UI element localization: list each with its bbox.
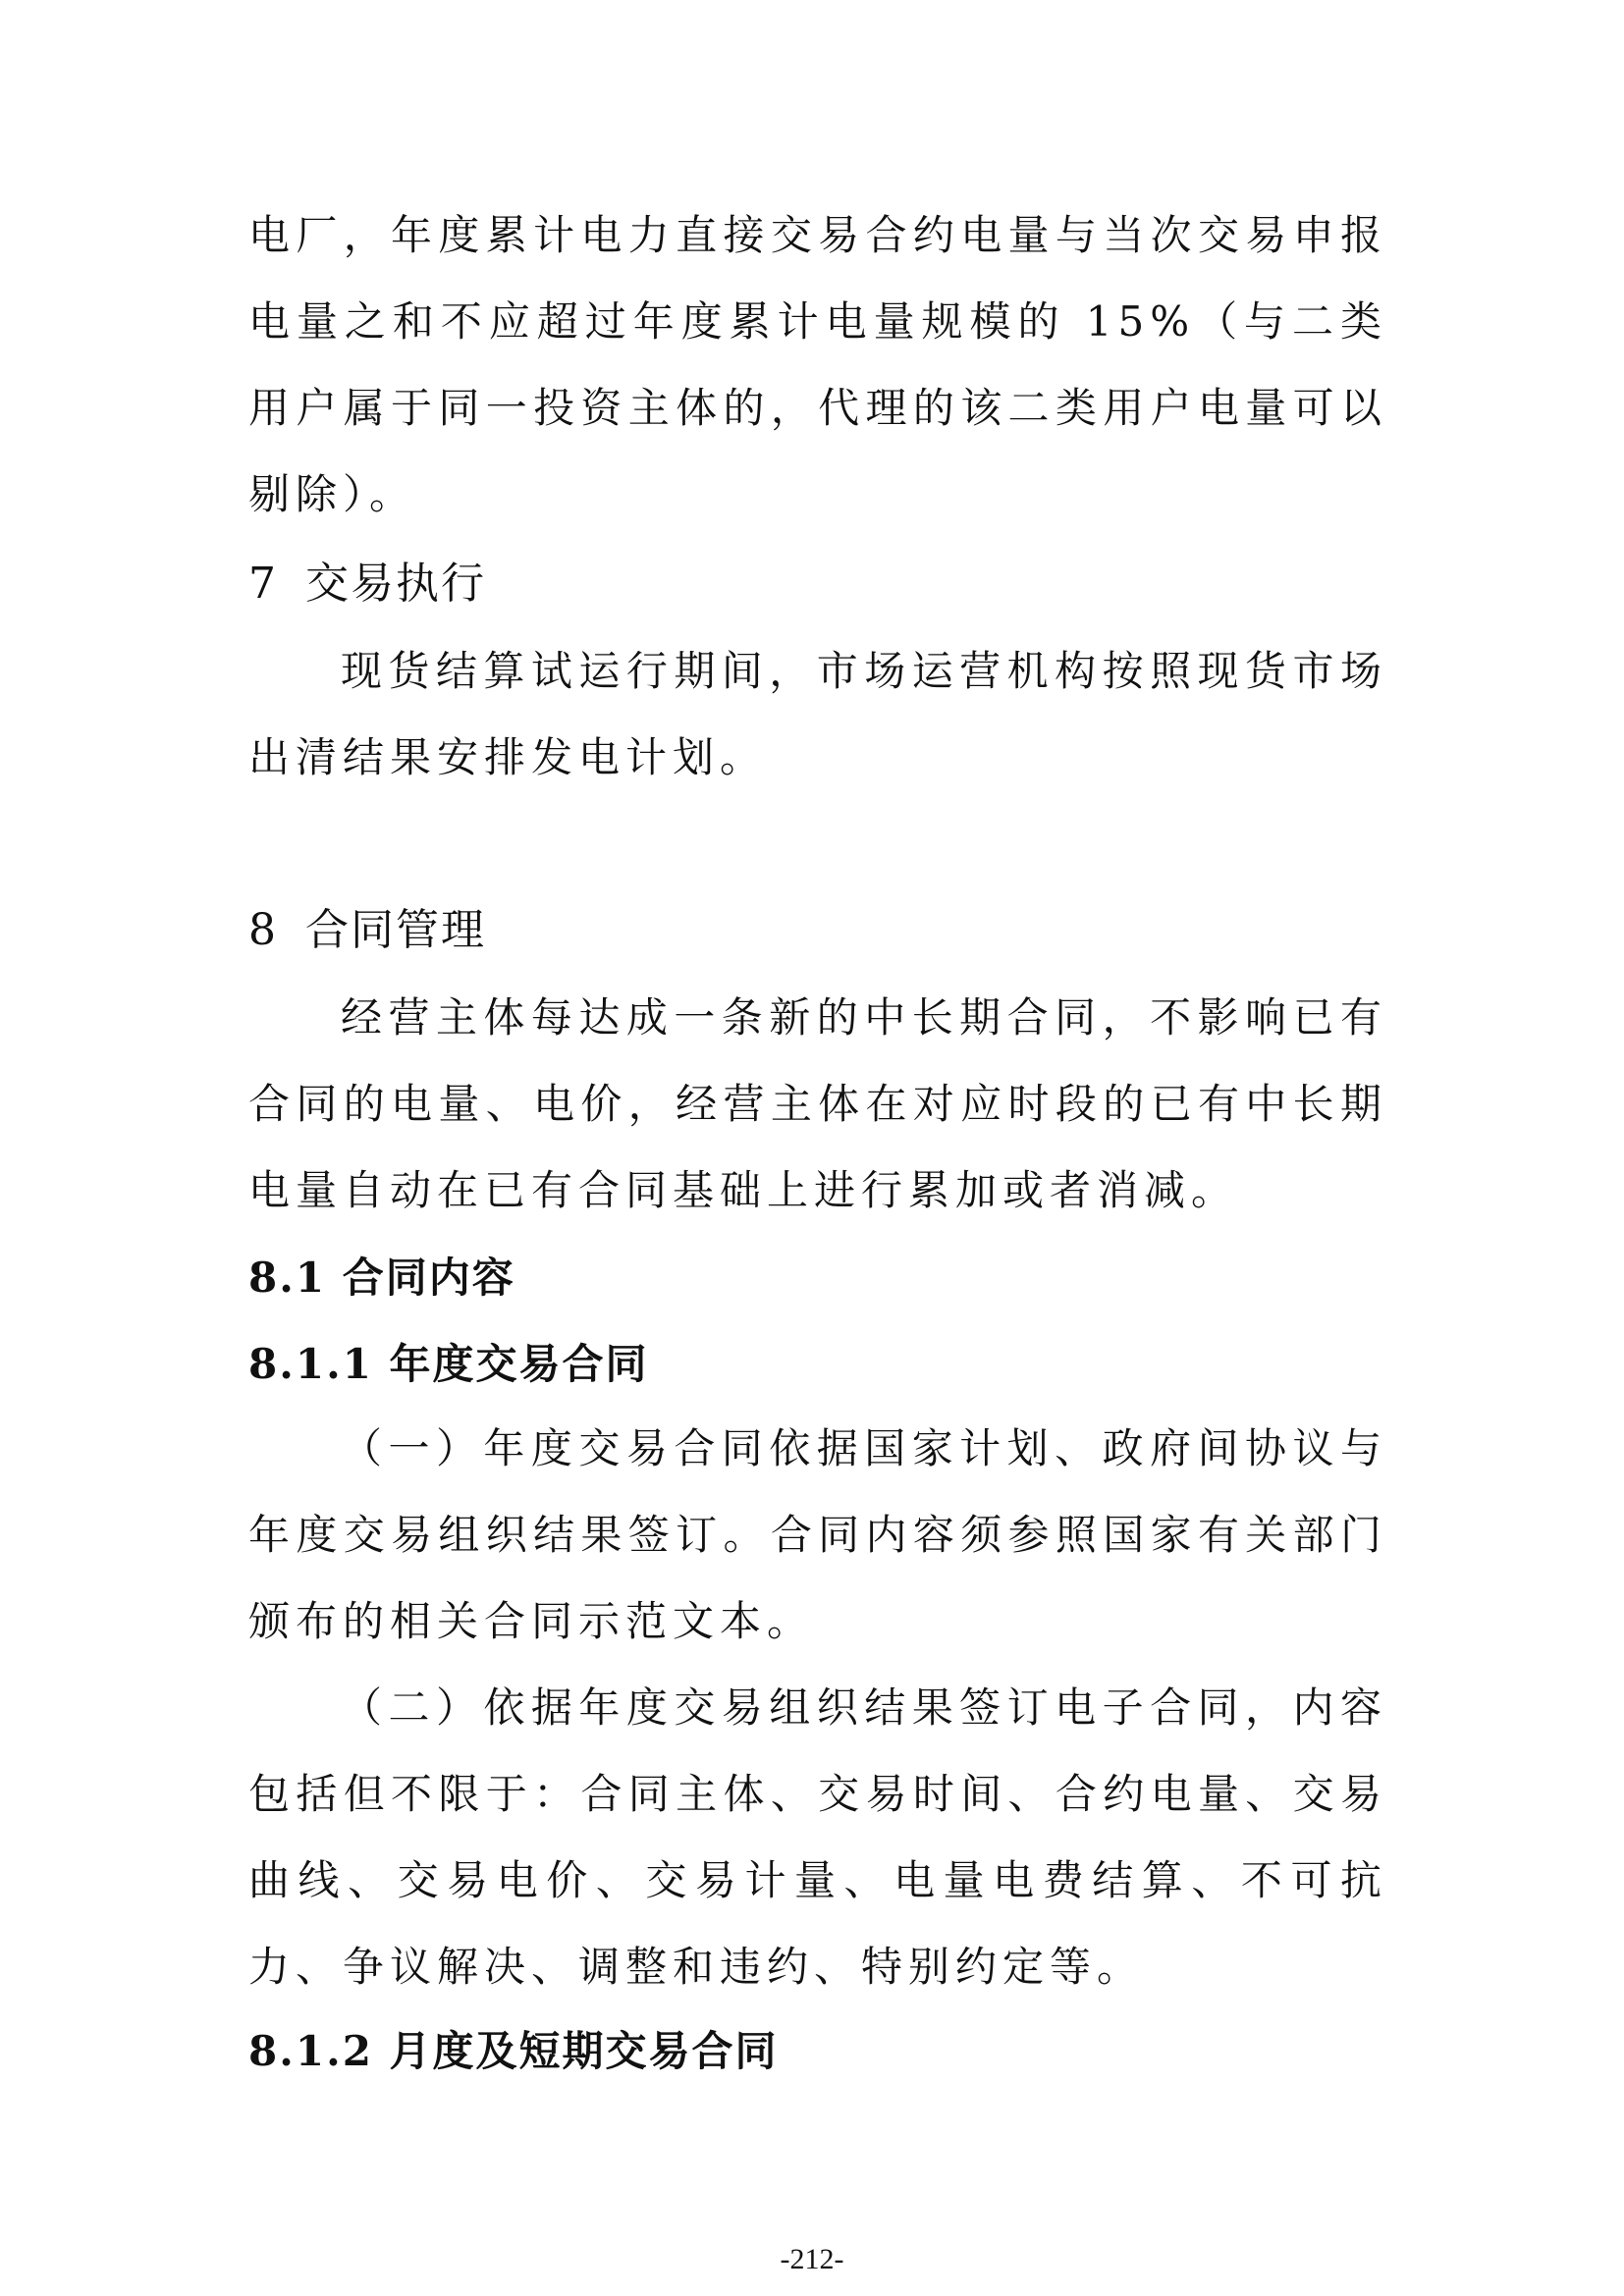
paragraph-power-plant-limit: 电厂，年度累计电力直接交易合约电量与当次交易申报电量之和不应超过年度累计电量规模的 15%（与二类用户属于同一投资主体的，代理的该二类用户电量可以剔除）。 xyxy=(248,211,1387,518)
subsection-heading-8-1-1: 8.1.1 年度交易合同 xyxy=(248,1340,649,1388)
paragraph-annual-contract-content: （二）依据年度交易组织结果签订电子合同，内容包括但不限于：合同主体、交易时间、合约电量、交易曲线、交易电价、交易计量、电量电费结算、不可抗力、争议解决、调整和违约、特别约定等。 xyxy=(248,1683,1387,1991)
paragraph-annual-contract-basis: （一）年度交易合同依据国家计划、政府间协议与年度交易组织结果签订。合同内容须参照国家有关部门颁布的相关合同示范文本。 xyxy=(248,1424,1387,1645)
subsection-heading-8-1: 8.1 合同内容 xyxy=(248,1254,515,1302)
section-heading-7 xyxy=(248,555,1387,614)
paragraph-contract-management: 经营主体每达成一条新的中长期合同，不影响已有合同的电量、电价，经营主体在对应时段的已有中长期电量自动在已有合同基础上进行累加或者消减。 xyxy=(248,993,1387,1214)
section-heading-8 xyxy=(248,901,1387,960)
subsection-heading-8-1-2: 8.1.2 月度及短期交易合同 xyxy=(248,2027,779,2075)
section-title: 合同管理 xyxy=(305,905,486,955)
page-number: -212- xyxy=(780,2243,844,2275)
section-title: 交易执行 xyxy=(305,559,486,609)
paragraph-trade-execution: 现货结算试运行期间，市场运营机构按照现货市场出清结果安排发电计划。 xyxy=(248,647,1387,781)
section-number: 7 xyxy=(248,559,278,609)
section-number: 8 xyxy=(248,905,278,955)
